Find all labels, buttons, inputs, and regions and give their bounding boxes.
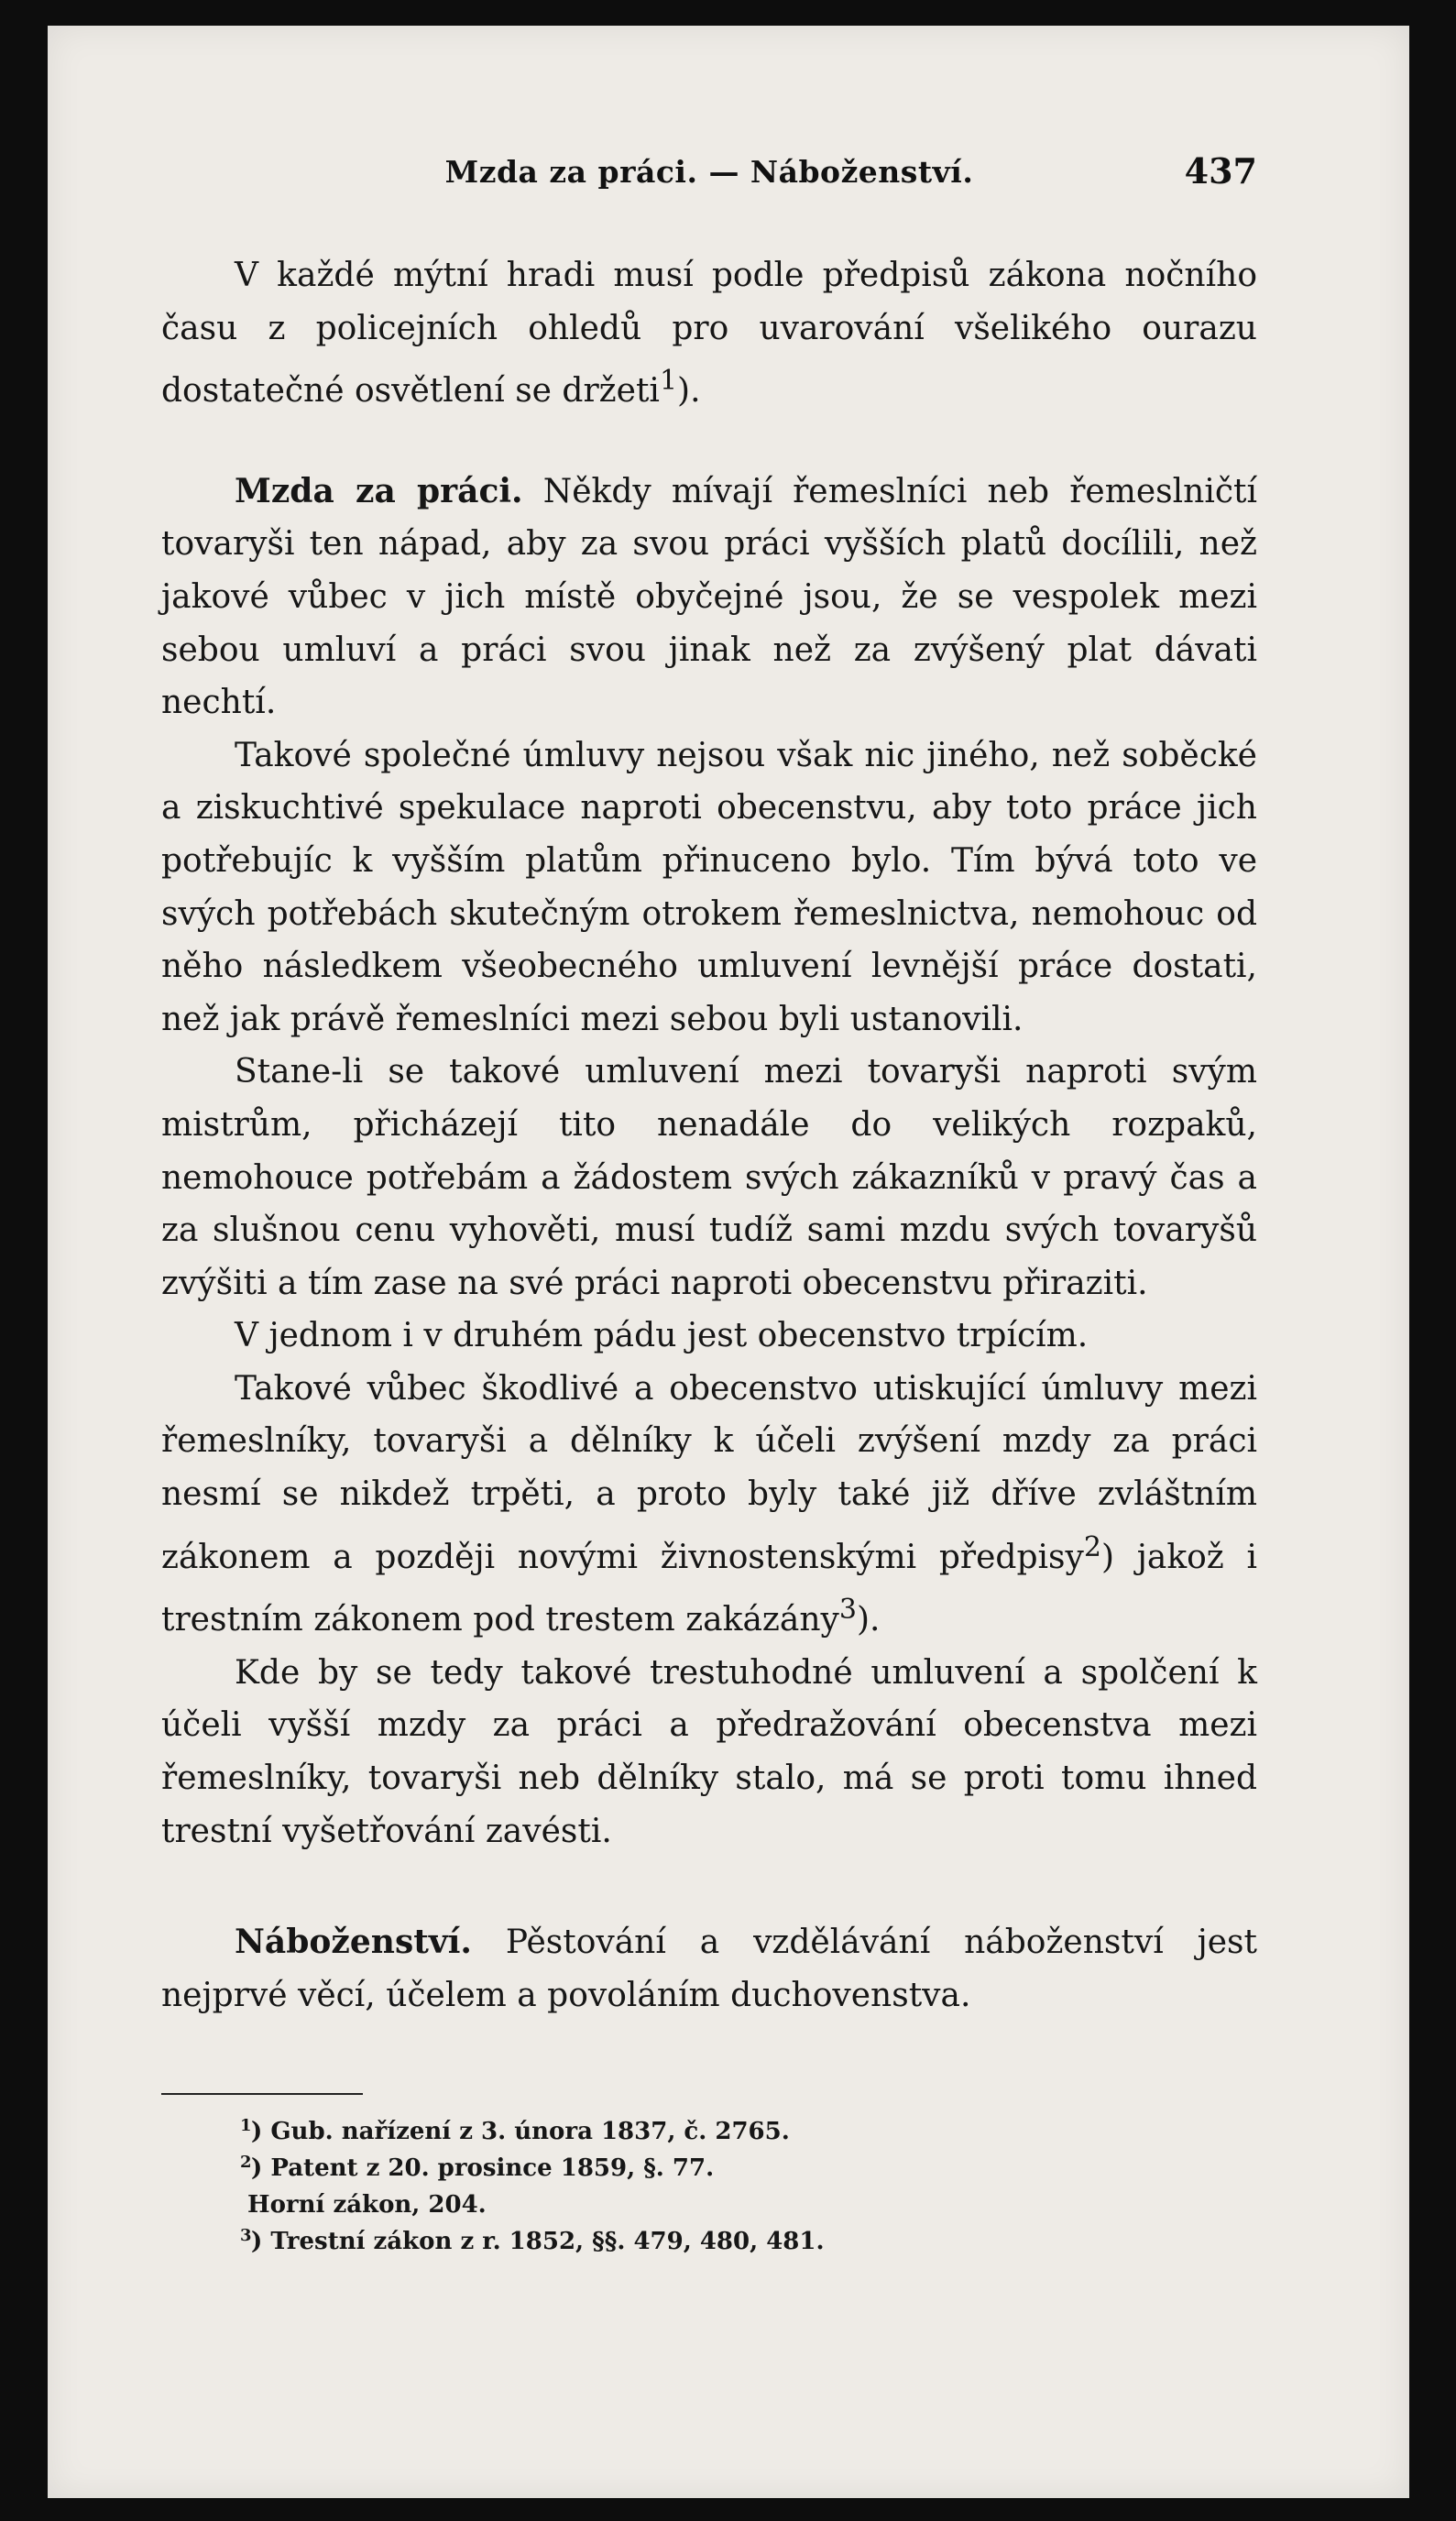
paragraph: Takové vůbec škodlivé a obecenstvo utiskující úmluvy mezi řemeslníky, tovaryši a dělníky k účeli zvýšení mzdy za práci nesmí se nikdež trpěti, a proto byly také již dříve zvláštním zákonem a později novými živnostenskými předpisy$^2$) jakož i trestním zákonem pod trestem zakázány$^3$).	[161, 1369, 1258, 1639]
paragraph: Stane-li se takové umluvení mezi tovaryši naproti svým mistrům, přicházejí tito nenadále do velikých rozpaků, nemohouce potřebám a žádostem svých zákazníků v pravý čas a za slušnou cenu vyhověti, musí tudíž sami mzdu svých tovaryšů zvýšiti a tím zase na své práci naproti obecenstvu přiraziti.	[161, 1053, 1257, 1302]
book-page	[48, 26, 1409, 2498]
footnote: 1 ) Gub. nařízení z 3. února 1837, č. 2765.	[240, 2116, 790, 2145]
paragraph: Takové společné úmluvy nejsou však nic jiného, než soběcké a ziskuchtivé spekulace naproti obecenstvu, aby toto práce jich potřebujíc k vyšším platům přinuceno bylo. Tím bývá toto ve svých potřebách skutečným otrokem řemeslnictva, nemohouc od něho následkem všeobecného umluvení levnější práce dostati, než jak právě řemeslníci mezi sebou byli ustanovili.	[161, 736, 1257, 1038]
footnote-continuation: Horní zákon, 204.	[247, 2191, 487, 2219]
paragraph: Mzda za práci. Někdy mívají řemeslníci neb řemeslničtí tovaryši ten nápad, aby za svou práci vyšších platů docílili, než jakové vůbec v jich místě obyčejné jsou, že se vespolek mezi sebou umluví a práci svou jinak než za zvýšený plat dávati nechtí.	[161, 471, 1257, 722]
page-number: 437	[1184, 150, 1257, 192]
body-text	[161, 249, 1257, 2022]
section-heading: Mzda za práci.	[235, 471, 523, 510]
paragraph: Kde by se tedy takové trestuhodné umluvení a spolčení k účeli vyšší mzdy za práci a předražování obecenstva mezi řemeslníky, tovaryši neb dělníky stalo, má se proti tomu ihned trestní vyšetřování zavésti.	[161, 1653, 1257, 1850]
footnote-ref: 3	[838, 1594, 857, 1627]
running-head: Mzda za práci. — Náboženství.	[444, 154, 974, 190]
page-header	[161, 150, 1257, 209]
footnote-ref: 2	[1083, 1530, 1101, 1563]
section-heading: Náboženství.	[235, 1923, 472, 1962]
paragraph: Náboženství. Pěstování a vzdělávání náboženství jest nejprvé věcí, účelem a povoláním duchovenstva.	[161, 1923, 1257, 2014]
paragraph: V jednom i v druhém pádu jest obecenstvo trpícím.	[235, 1317, 1089, 1355]
footnote-ref: 1	[659, 365, 678, 398]
footnote: 3 ) Trestní zákon z r. 1852, §§. 479, 480, 481.	[240, 2226, 825, 2255]
paragraph: V každé mýtní hradi musí podle předpisů zákona nočního času z policejních ohledů pro uvarování všelikého ourazu dostatečné osvětlení se držeti$^1$).	[161, 257, 1257, 411]
footnotes	[161, 2093, 1257, 2260]
footnote: 2 ) Patent z 20. prosince 1859, §. 77.	[240, 2153, 715, 2182]
footnote-rule	[161, 2093, 363, 2095]
